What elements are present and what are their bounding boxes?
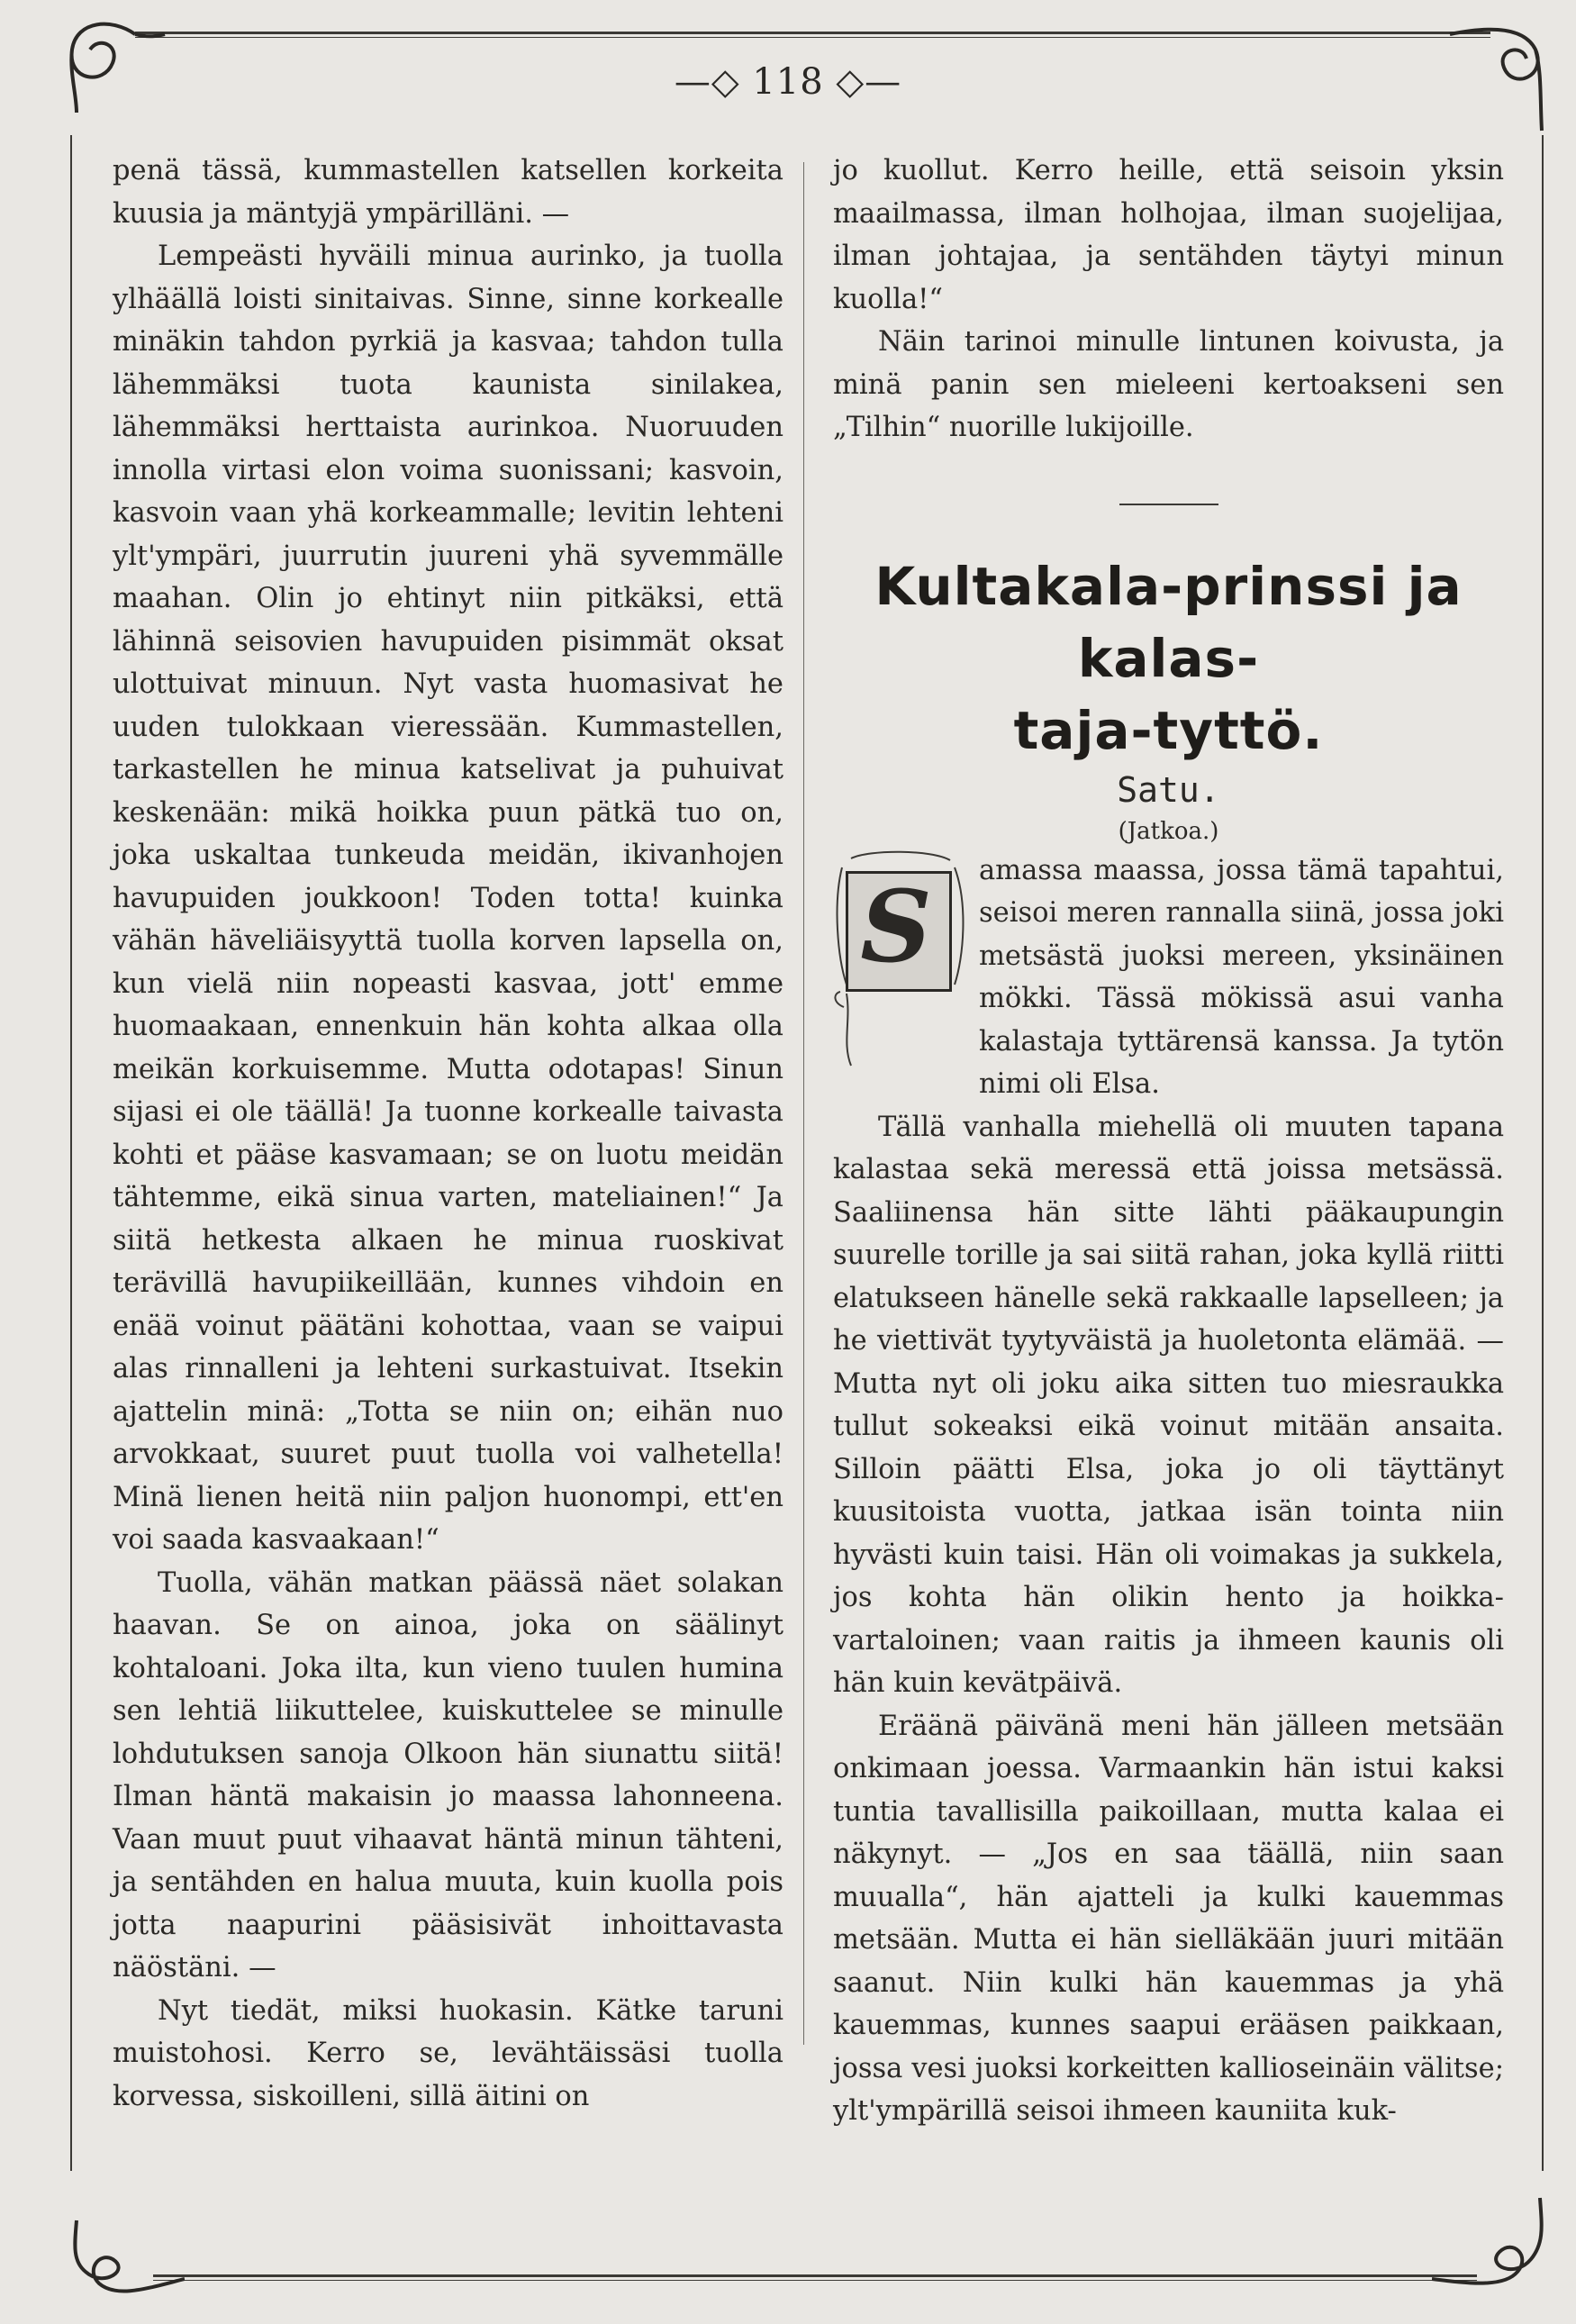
left-column [113, 150, 783, 2118]
drop-cap [833, 849, 968, 1070]
left-border-rule [70, 135, 72, 2171]
bottom-right-flourish-icon [1432, 2189, 1558, 2306]
column-divider [803, 162, 804, 2045]
story-title [833, 550, 1504, 767]
drop-cap-letter: S [860, 867, 932, 985]
bottom-border-rule-thin [153, 2280, 1477, 2281]
paragraph: Tuolla, vähän matkan päässä näet solakan haavan. Se on ainoa, joka on säälinyt kohtaloani. Joka ilta, kun vieno tuulen humina sen lehtiä liikuttelee, kuiskuttelee se minulle lohdutuksen sanoja Olkoon hän siunattu siitä! Ilman häntä makaisin jo maassa lahonneena. Vaan muut puut vihaavat häntä minun tähteni, ja sentähden en halua muuta, kuin kuolla pois jotta naapurini pääsisivät inhoittavasta näöstäni. — [113, 1566, 783, 1984]
right-column [833, 150, 1504, 2133]
paragraph: penä tässä, kummastellen katsellen korkeita kuusia ja mäntyjä ympärilläni. — [113, 155, 783, 230]
paragraph: Näin tarinoi minulle lintunen koivusta, ja minä panin sen mieleeni kertoakseni sen „Tilhin“ nuorille lukijoille. [833, 326, 1504, 443]
paragraph: Lempeästi hyväili minua aurinko, ja tuolla ylhäällä loisti sinitaivas. Sinne, sinne korkealle minäkin tahdon pyrkiä ja kasvaa; tahdon tulla lähemmäksi tuota kaunista sinilakea, lähemmäksi herttaista aurinkoa. Nuoruuden innolla virtasi elon voima suonissani; kasvoin, kasvoin vaan yhä korkeammalle; levitin lehteni ylt'ympäri, juurrutin juureni yhä syvemmälle maahan. Olin jo ehtinyt niin pitkäksi, että lähinnä seisovien havupuiden pisimmät oksat ulottuivat minuun. Nyt vasta huomasivat he uuden tulokkaan vieressään. Kummastellen, tarkastellen he minua katselivat ja puhuivat keskenään: mikä hoikka puun pätkä tuo on, joka uskaltaa tunkeuda meidän, ikivanhojen havupuiden joukkoon! Toden totta! kuinka vähän häveliäisyyttä tuolla korven lapsella on, kun vielä niin nopeasti kasvaa, jott' emme huomaakaan, ennenkuin hän kohta alkaa olla meikän korkuisemme. Mutta odotapas! Sinun sijasi ei ole täällä! Ja tuonne korkealle taivasta kohti et pääse kasvamaan; se on luotu meidän tähtemme, eikä sinua varten, mateliainen!“ Ja siitä hetkesta alkaen he minua ruoskivat terävillä havupiikeillään, kunnes vihdoin en enää voinut päätäni kohottaa, vaan se vaipui alas rinnalleni ja lehteni surkastuivat. Itsekin ajattelin minä: „Totta se niin on; eihän nuo arvokkaat, suuret puut tuolla voi valhetella! Minä lienen heitä niin paljon huonompi, ett'en voi saada kasvaakaan!“ [113, 241, 783, 1556]
bottom-border-rule [153, 2274, 1477, 2277]
story-subtitle: Satu. [1117, 769, 1220, 810]
story-title-line-1: Kultakala-prinssi ja kalas- [874, 555, 1463, 689]
section-divider [1119, 504, 1218, 505]
story-title-line-2: taja-tyttö. [1013, 699, 1324, 761]
top-border-rule [135, 32, 1490, 34]
page-number: —◇ 118 ◇— [674, 61, 902, 103]
paragraph: jo kuollut. Kerro heille, että seisoin yksin maailmassa, ilman holhojaa, ilman suojelijaa, ilman johtajaa, ja sentähden täytyi minun kuolla!“ [833, 155, 1504, 315]
paragraph: Nyt tiedät, miksi huokasin. Kätke taruni muistohosi. Kerro se, levähtäissäsi tuolla korvessa, siskoilleni, sillä äitini on [113, 1994, 783, 2112]
continued-note: (Jatkoa.) [1118, 817, 1219, 845]
bottom-left-flourish-icon [50, 2216, 185, 2306]
paragraph: Eräänä päivänä meni hän jälleen metsään onkimaan joessa. Varmaankin hän istui kaksi tuntia tavallisilla paikoillaan, mutta kalaa ei näkynyt. — „Jos en saa täällä, niin saan muualla“, hän ajatteli ja kulki kauemmas metsään. Mutta ei hän sielläkään juuri mitään saanut. Niin kulki hän kauemmas ja yhä kauemmas, kunnes saapui erääsen paikkaan, jossa vesi juoksi korkeitten kallioseinäin välitse; ylt'ympärillä seisoi ihmeen kauniita kuk- [833, 1710, 1504, 2127]
story-opening [833, 849, 1504, 1106]
paragraph: Tällä vanhalla miehellä oli muuten tapana kalastaa sekä meressä että joissa metsässä. Saaliinensa hän sitte lähti pääkaupungin suurelle torille ja sai siitä rahan, joka kyllä riitti elatukseen hänelle sekä rakkaalle lapselleen; ja he viettivät tyytyväistä ja huoletonta elämää. — Mutta nyt oli joku aika sitten tuo miesraukka tullut sokeaksi eikä voinut mitään ansaita. Silloin päätti Elsa, joka jo oli täyttänyt kuusitoista vuotta, jatkaa isän tointa niin hyvästi kuin taisi. Hän oli voimakas ja sukkela, jos kohta hän olikin hento ja hoikka-vartaloinen; vaan raitis ja ihmeen kaunis oli hän kuin kevätpäivä. [833, 1111, 1504, 1699]
paragraph: amassa maassa, jossa tämä tapahtui, seisoi meren rannalla siinä, jossa joki metsästä juoksi mereen, yksinäinen mökki. Tässä mökissä asui vanha kalastaja tyttärensä kanssa. Ja tytön nimi oli Elsa. [979, 854, 1504, 1100]
right-border-rule [1542, 135, 1544, 2171]
top-border-rule-thin [135, 37, 1490, 38]
